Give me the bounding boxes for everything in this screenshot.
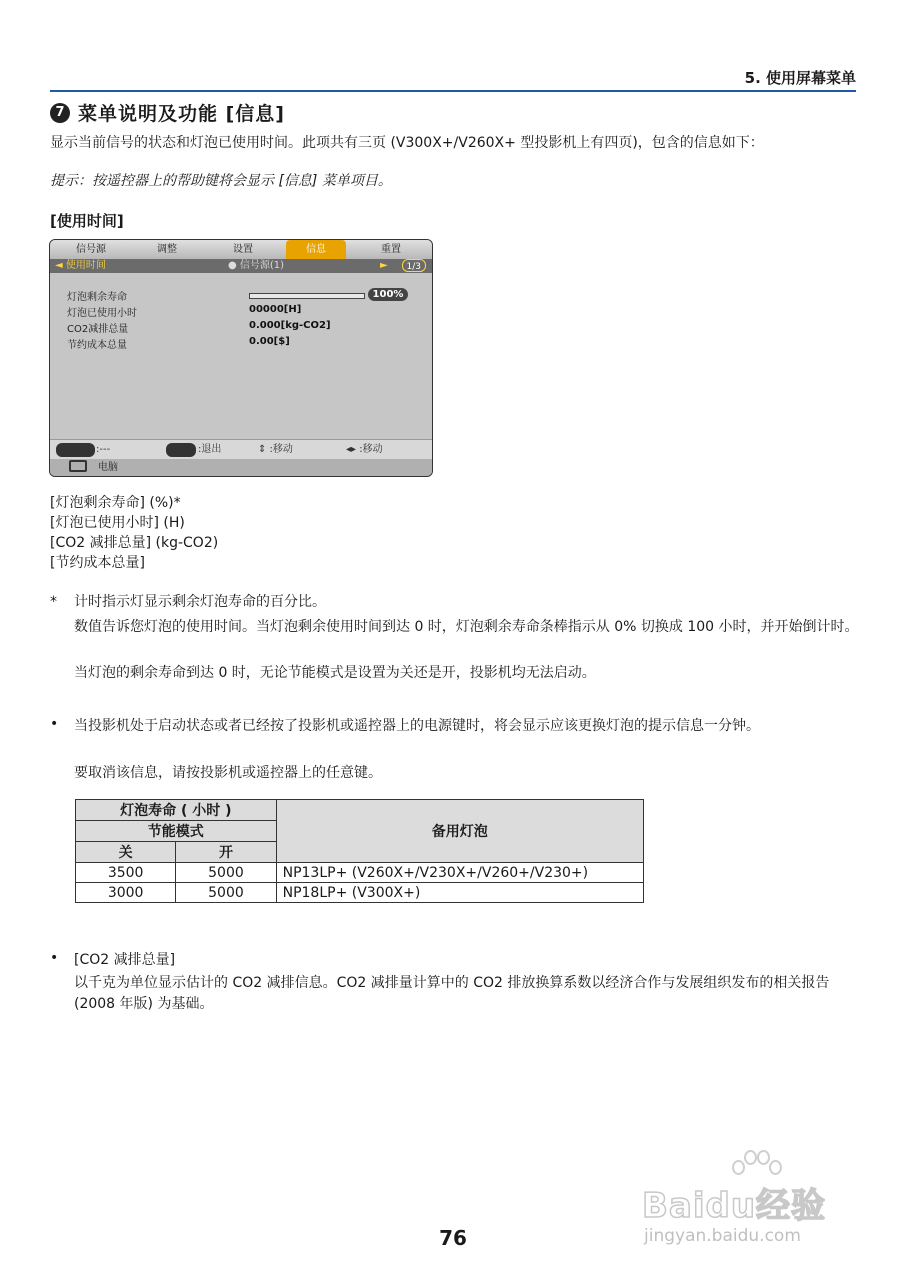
osd-menu-screenshot (49, 239, 433, 477)
info-items-list (50, 493, 218, 573)
osd-exit-text: :退出 (198, 444, 222, 455)
osd-tab-bar (50, 240, 432, 259)
list-item: [节约成本总量] (50, 555, 145, 571)
osd-source-bar (50, 459, 432, 476)
table-header-off: 关 (76, 842, 176, 863)
osd-tab-setup: 设置 (233, 244, 253, 255)
table-header-mode: 节能模式 (76, 821, 277, 842)
lamp-life-table (75, 799, 644, 903)
osd-info-body (50, 273, 432, 439)
list-item: [CO2 减排总量] (kg-CO2) (50, 535, 219, 551)
list-item: [灯泡剩余寿命] (%)* (50, 495, 181, 511)
chapter-header: 5. 使用屏幕菜单 (744, 69, 856, 87)
header-rule (50, 90, 856, 92)
table-header-life: 灯泡寿命 ( 小时 ) (76, 800, 277, 821)
hint-text: 提示：按遥控器上的帮助键将会显示 [信息] 菜单项目。 (50, 173, 392, 189)
page-number: 76 (439, 1226, 467, 1250)
note-line-2: 数值告诉您灯泡的使用时间。当灯泡剩余使用时间到达 0 时，灯泡剩余寿命条棒指示从 0% 切换成 100 小时，并开始倒计时。 (74, 619, 859, 635)
osd-page-indicator: 1/3 (402, 259, 426, 272)
osd-updown-move: ⇕ :移动 (258, 444, 293, 455)
bullet1-line-1: 当投影机处于启动状态或者已经按了投影机或遥控器上的电源键时，将会显示应该更换灯泡的提示信息一分钟。 (74, 718, 760, 734)
osd-right-arrow-icon: ► (380, 260, 388, 271)
osd-leftright-move: ◂▸ :移动 (346, 444, 383, 455)
osd-label-lamp-hours: 灯泡已使用小时 (67, 308, 137, 319)
table-header-on: 开 (176, 842, 276, 863)
osd-value-cost: 0.00[$] (249, 336, 290, 347)
list-item: [灯泡已使用小时] (H) (50, 515, 185, 531)
osd-enter-text: :--- (96, 444, 111, 455)
osd-lamp-life-percent: 100% (368, 288, 408, 301)
table-row (76, 800, 644, 821)
subheading-usage-time: [使用时间] (50, 212, 124, 230)
note-asterisk: * (50, 594, 57, 610)
watermark-url: jingyan.baidu.com (644, 1226, 801, 1246)
osd-exit-key: EXIT (166, 443, 196, 457)
osd-lamp-life-bar (249, 293, 365, 299)
section-title-text: 菜单说明及功能 [信息] (78, 103, 285, 125)
osd-label-cost: 节约成本总量 (67, 340, 127, 351)
table-header-lamp: 备用灯泡 (276, 800, 643, 863)
osd-tab-reset: 重置 (381, 244, 401, 255)
osd-subtab-bar (50, 259, 432, 273)
table-cell-off: 3000 (76, 883, 176, 903)
bullet-marker: • (50, 716, 59, 732)
osd-tab-adjust: 调整 (157, 244, 177, 255)
table-row (76, 883, 644, 903)
bullet2-text: 以千克为单位显示估计的 CO2 减排信息。CO2 减排量计算中的 CO2 排放换算系数以经济合作与发展组织发布的相关报告 (2008 年版) 为基础。 (74, 975, 830, 1012)
osd-enter-key: ENTER (56, 443, 95, 457)
bullet2-title: [CO2 减排总量] (74, 952, 176, 968)
osd-footer (50, 439, 432, 460)
table-cell-lamp: NP18LP+ (V300X+) (276, 883, 643, 903)
osd-tab-source: 信号源 (76, 244, 106, 255)
osd-value-co2: 0.000[kg-CO2] (249, 320, 331, 331)
osd-subtab-source: ● 信号源(1) (228, 260, 285, 271)
table-cell-on: 5000 (176, 863, 276, 883)
bullet-marker: • (50, 950, 59, 966)
section-title (50, 99, 285, 126)
table-cell-off: 3500 (76, 863, 176, 883)
osd-subtab-usage-time: ◄ 使用时间 (55, 260, 106, 271)
osd-label-co2: CO2减排总量 (67, 324, 129, 335)
note-line-3: 当灯泡的剩余寿命到达 0 时，无论节能模式是设置为关还是开，投影机均无法启动。 (74, 665, 596, 681)
watermark-brand: Baidu经验 (642, 1186, 827, 1226)
note-line-1: 计时指示灯显示剩余灯泡寿命的百分比。 (74, 594, 326, 610)
baidu-watermark (640, 1150, 860, 1250)
osd-tab-info: 信息 (286, 240, 346, 259)
table-cell-lamp: NP13LP+ (V260X+/V230X+/V260+/V230+) (276, 863, 643, 883)
monitor-icon (69, 460, 87, 472)
section-number-badge: 7 (50, 103, 70, 123)
osd-source-name: 电脑 (98, 462, 118, 473)
osd-label-lamp-life: 灯泡剩余寿命 (67, 292, 127, 303)
intro-paragraph: 显示当前信号的状态和灯泡已使用时间。此项共有三页 (V300X+/V260X+ 型投影机上有四页)，包含的信息如下： (50, 135, 764, 151)
bullet1-line-2: 要取消该信息，请按投影机或遥控器上的任意键。 (74, 765, 382, 781)
osd-value-lamp-hours: 00000[H] (249, 304, 302, 315)
table-cell-on: 5000 (176, 883, 276, 903)
table-row (76, 863, 644, 883)
